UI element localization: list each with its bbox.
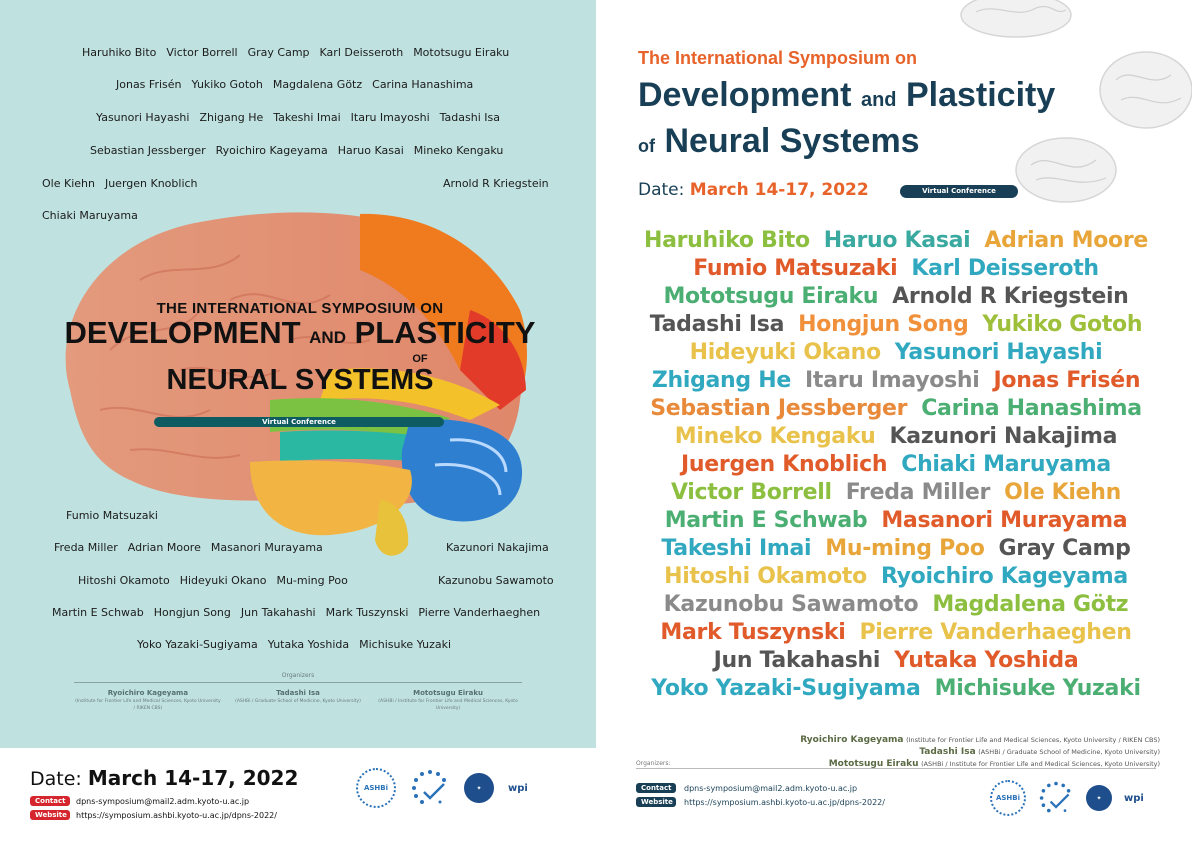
speaker-name: Pierre Vanderhaeghen [418,606,541,619]
speaker-name: Tadashi Isa [649,311,785,337]
speaker-name: Chiaki Maruyama [901,451,1111,477]
contact-email-link[interactable]: dpns-symposium@mail2.adm.kyoto-u.ac.jp [76,796,250,806]
name-cloud-row [616,618,1176,646]
speaker-name: Mark Tuszynski [660,619,846,645]
organizer-name: Ryoichiro Kageyama [107,689,189,697]
ashbi-logo: ASHBi [990,780,1026,816]
speaker-name: Magdalena Götz [272,78,363,91]
speaker-name: Mu-ming Poo [276,574,348,587]
date-value: March 14-17, 2022 [689,180,869,200]
website-row [636,797,885,807]
organizer-name: Tadashi Isa [919,747,976,757]
name-cloud-row [616,226,1176,254]
organizers-label: Organizers [281,672,315,679]
organizer [74,689,222,711]
speaker-name: Mineko Kengaku [674,423,876,449]
name-cloud-row [616,310,1176,338]
website-badge: Website [30,810,70,820]
speaker-name: Mineko Kengaku [413,144,504,157]
title-word-and: and [860,89,897,111]
name-cloud-row [616,478,1176,506]
website-link[interactable]: https://symposium.ashbi.kyoto-u.ac.jp/dpns-2022/ [76,810,277,820]
organizer-affiliation: (ASHBi / Institute for Frontier Life and Medical Sciences, Kyoto University) [378,699,518,711]
name-cloud-row [616,646,1176,674]
speaker-name: Adrian Moore [127,541,201,554]
speaker-name: Adrian Moore [984,227,1149,253]
speaker-name: Yukiko Gotoh [982,311,1143,337]
name-cloud-row [616,366,1176,394]
poster-right-page [596,0,1192,843]
speaker-name: Freda Miller [845,479,991,505]
left-name-row-5 [42,177,208,190]
left-name-row-11 [78,574,358,587]
title-line-2 [40,317,560,354]
speaker-name: Jonas Frisén [993,367,1141,393]
title-word-and: AND [309,328,346,347]
speaker-name-cloud [616,226,1176,702]
speaker-name: Kazunori Nakajima [446,541,549,554]
website-badge: Website [636,797,676,807]
left-name-row-12 [438,574,564,587]
speaker-name: Masanori Murayama [210,541,323,554]
right-event-date [638,180,869,200]
right-organizers [800,734,1160,770]
speaker-name: Mark Tuszynski [325,606,409,619]
title-word-plasticity: Plasticity [905,76,1056,114]
organizers-list [74,689,522,711]
speaker-name: Ryoichiro Kageyama [215,144,328,157]
speaker-name: Chiaki Maruyama [42,209,138,222]
name-cloud-row [616,590,1176,618]
title-word-plasticity: PLASTICITY [354,315,536,350]
date-label: Date: [638,180,685,200]
sponsor-logos [356,768,528,808]
speaker-name: Hongjun Song [153,606,231,619]
left-name-row-7 [42,209,148,222]
left-footer [0,748,596,843]
organizers-label: Organizers: [636,760,671,767]
contact-email-link[interactable]: dpns-symposium@mail2.adm.kyoto-u.ac.jp [684,783,858,793]
speaker-name: Yutaka Yoshida [267,638,350,651]
speaker-name: Juergen Knoblich [681,451,888,477]
title-word-development: Development [638,76,852,114]
organizer [374,689,522,711]
speaker-name: Kazunori Nakajima [889,423,1118,449]
kyoto-dots-logo [410,768,450,808]
speaker-name: Haruo Kasai [823,227,971,253]
speaker-name: Hitoshi Okamoto [78,574,170,587]
title-line-1: THE INTERNATIONAL SYMPOSIUM ON [156,300,444,317]
organizer-name: Mototsugu Eiraku [413,689,483,697]
left-name-row-9 [54,541,333,554]
speaker-name: Karl Deisseroth [911,255,1099,281]
speaker-name: Hitoshi Okamoto [664,563,867,589]
date-value: March 14-17, 2022 [87,766,299,790]
name-cloud-row [616,562,1176,590]
speaker-name: Victor Borrell [670,479,832,505]
speaker-name: Juergen Knoblich [104,177,198,190]
speaker-name: Hideyuki Okano [689,339,881,365]
left-name-row-13 [52,606,550,619]
contact-badge: Contact [636,783,676,793]
left-name-row-4 [90,144,513,157]
name-cloud-row [616,450,1176,478]
speaker-name: Yasunori Hayashi [894,339,1103,365]
speaker-name: Itaru Imayoshi [804,367,980,393]
speaker-name: Takeshi Imai [273,111,341,124]
speaker-name: Hideyuki Okano [179,574,267,587]
poster-title [40,300,560,395]
university-seal-logo: ✦ [1086,785,1112,811]
speaker-name: Haruhiko Bito [643,227,810,253]
speaker-name: Jun Takahashi [240,606,316,619]
organizer-name: Mototsugu Eiraku [828,759,919,769]
sponsor-logos [990,780,1144,816]
left-name-row-1 [82,46,519,59]
organizer-affiliation: (ASHBi / Graduate School of Medicine, Kyoto University) [235,699,361,704]
website-row [30,810,277,820]
speaker-name: Pierre Vanderhaeghen [859,619,1132,645]
title-word-development: DEVELOPMENT [64,315,301,350]
speaker-name: Gray Camp [247,46,310,59]
title-word-of: of [638,136,655,156]
left-name-row-6 [443,177,559,190]
date-label: Date: [30,768,82,790]
organizer-name: Tadashi Isa [276,689,320,697]
speaker-name: Haruo Kasai [337,144,404,157]
title-line-4: NEURAL SYSTEMS [166,364,434,396]
speaker-name: Gray Camp [998,535,1131,561]
speaker-name: Fumio Matsuzaki [693,255,898,281]
divider [636,768,1156,769]
speaker-name: Fumio Matsuzaki [66,509,158,522]
speaker-name: Yutaka Yoshida [894,647,1079,673]
speaker-name: Masanori Murayama [881,507,1128,533]
speaker-name: Mototsugu Eiraku [663,283,879,309]
organizer [224,689,372,711]
speaker-name: Yoko Yazaki-Sugiyama [651,675,921,701]
right-title-line-2 [638,76,1055,115]
name-cloud-row [616,506,1176,534]
kyoto-dots-logo [1038,780,1074,816]
speaker-name: Jun Takahashi [713,647,881,673]
speaker-name: Freda Miller [54,541,118,554]
event-date [30,766,298,790]
speaker-name: Sebastian Jessberger [650,395,908,421]
speaker-name: Michisuke Yuzaki [359,638,452,651]
speaker-name: Carina Hanashima [372,78,474,91]
virtual-conference-bar: Virtual Conference [154,417,444,427]
contact-row [30,796,249,806]
organizer-name: Ryoichiro Kageyama [800,735,904,745]
name-cloud-row [616,674,1176,702]
university-seal-logo: ✦ [464,773,494,803]
left-name-row-3 [96,111,510,124]
name-cloud-row [616,282,1176,310]
contact-row [636,783,857,793]
divider [74,682,522,683]
name-cloud-row [616,254,1176,282]
speaker-name: Ryoichiro Kageyama [880,563,1128,589]
speaker-name: Hongjun Song [798,311,969,337]
speaker-name: Zhigang He [651,367,791,393]
speaker-name: Tadashi Isa [439,111,500,124]
speaker-name: Carina Hanashima [921,395,1142,421]
speaker-name: Martin E Schwab [52,606,144,619]
wpi-logo: wpi [508,782,528,794]
name-cloud-row [616,534,1176,562]
speaker-name: Takeshi Imai [661,535,812,561]
speaker-name: Kazunobu Sawamoto [663,591,919,617]
wpi-logo: wpi [1124,792,1144,804]
ashbi-logo: ASHBi [356,768,396,808]
title-word-neural-systems: Neural Systems [664,122,920,160]
virtual-conference-badge: Virtual Conference [900,185,1018,198]
speaker-name: Itaru Imayoshi [350,111,430,124]
speaker-name: Mu-ming Poo [825,535,985,561]
organizer [800,734,1160,746]
left-name-row-8 [66,509,168,522]
speaker-name: Haruhiko Bito [82,46,157,59]
title-line-3: OF [412,353,428,365]
speaker-name: Ole Kiehn [42,177,95,190]
website-link[interactable]: https://symposium.ashbi.kyoto-u.ac.jp/dpns-2022/ [684,797,885,807]
speaker-name: Michisuke Yuzaki [934,675,1141,701]
speaker-name: Arnold R Kriegstein [892,283,1129,309]
speaker-name: Victor Borrell [166,46,238,59]
organizer-affiliation: (Institute for Frontier Life and Medical Sciences, Kyoto University / RIKEN CBS) [75,699,221,711]
organizer [800,746,1160,758]
left-name-row-2 [116,78,483,91]
speaker-name: Ole Kiehn [1004,479,1122,505]
speaker-name: Yukiko Gotoh [191,78,263,91]
speaker-name: Magdalena Götz [932,591,1129,617]
organizer-affiliation: (ASHBi / Graduate School of Medicine, Kyoto University) [978,748,1160,756]
speaker-name: Yoko Yazaki-Sugiyama [137,638,258,651]
right-title-line-1: The International Symposium on [638,48,918,68]
speaker-name: Zhigang He [199,111,264,124]
organizer-affiliation: (Institute for Frontier Life and Medical Sciences, Kyoto University / RIKEN CBS) [906,736,1160,744]
name-cloud-row [616,422,1176,450]
organizer-affiliation: (ASHBi / Institute for Frontier Life and Medical Sciences, Kyoto University) [921,760,1160,768]
speaker-name: Karl Deisseroth [319,46,404,59]
speaker-name: Yasunori Hayashi [96,111,190,124]
organizers-section [74,672,522,711]
speaker-name: Sebastian Jessberger [90,144,206,157]
speaker-name: Kazunobu Sawamoto [438,574,554,587]
name-cloud-row [616,338,1176,366]
speaker-name: Arnold R Kriegstein [443,177,549,190]
name-cloud-row [616,394,1176,422]
speaker-name: Martin E Schwab [664,507,868,533]
contact-badge: Contact [30,796,70,806]
speaker-name: Mototsugu Eiraku [413,46,510,59]
right-title-line-3 [638,122,920,161]
speaker-name: Jonas Frisén [116,78,182,91]
left-name-row-10 [446,541,559,554]
left-name-row-14 [137,638,461,651]
